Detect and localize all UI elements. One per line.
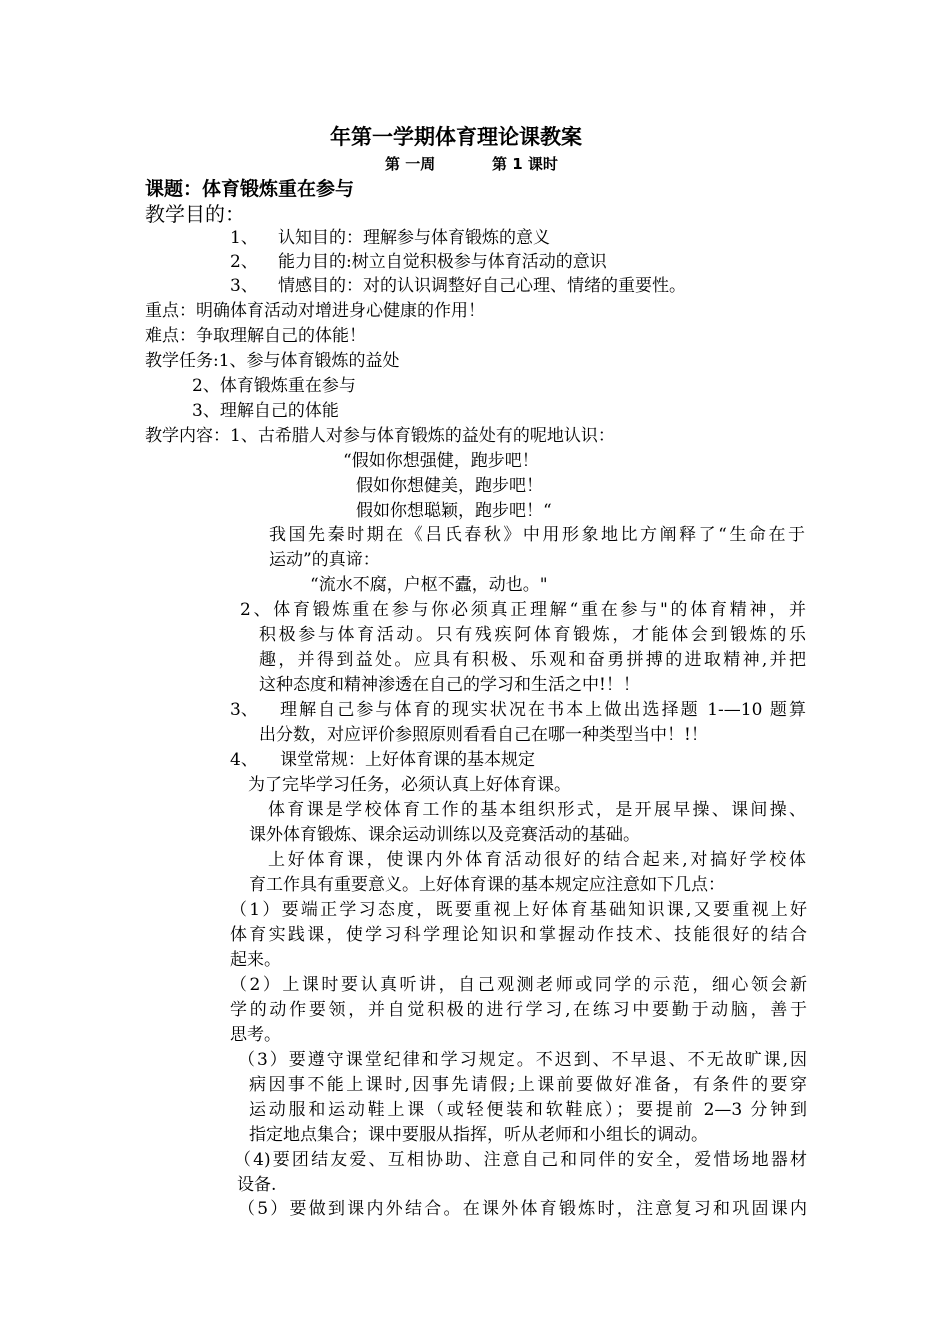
rule-line: （1）要端正学习态度，既要重视上好体育基础知识课,又要重视上好: [230, 900, 807, 920]
page-title: 年第一学期体育理论课教案: [330, 125, 582, 149]
difficulty-point: 难点：争取理解自己的体能！: [145, 326, 366, 346]
quote-line: 假如你想聪颖，跑步吧！“: [356, 501, 552, 521]
task-line: 教学任务:1、参与体育锻炼的益处: [145, 351, 400, 371]
paragraph-line: 我国先秦时期在《吕氏春秋》中用形象地比方阐释了“生命在于: [269, 525, 805, 545]
paragraph-line: 育工作具有重要意义。上好体育课的基本规定应注意如下几点：: [249, 875, 725, 895]
point-number: 3、: [230, 700, 258, 720]
objective-text: 情感目的：对的认识调整好自己心理、情绪的重要性。: [278, 276, 686, 296]
rule-line: （5）要做到课内外结合。在课外体育锻炼时，注意复习和巩固课内: [238, 1199, 807, 1219]
objective-number: 2、: [230, 252, 258, 272]
paragraph-line: 运动”的真谛：: [269, 550, 380, 570]
proverb: “流水不腐，户枢不蠹，动也。": [310, 575, 548, 595]
rule-line: （3）要遵守课堂纪律和学习规定。不迟到、不早退、不无故旷课,因: [238, 1050, 807, 1070]
quote-line: “假如你想强健，跑步吧！: [343, 451, 539, 471]
lesson-label: 第 1 课时: [492, 155, 558, 173]
key-point: 重点：明确体育活动对增进身心健康的作用！: [145, 301, 485, 321]
rule-line: 起来。: [230, 950, 281, 970]
paragraph-line: 为了完毕学习任务，必须认真上好体育课。: [248, 775, 571, 795]
paragraph-line: 这种态度和精神渗透在自己的学习和生活之中!！！: [259, 675, 640, 695]
objective-number: 1、: [230, 228, 258, 248]
paragraph-line: 积极参与体育活动。只有残疾阿体育锻炼，才能体会到锻炼的乐: [259, 625, 806, 645]
objectives-heading: 教学目的：: [145, 202, 245, 226]
rule-line: （2）上课时要认真听讲，自己观测老师或同学的示范，细心领会新: [230, 975, 807, 995]
paragraph-line: 出分数，对应评价参照原则看看自己在哪一种类型当中！!！: [259, 725, 708, 745]
task-line: 2、体育锻炼重在参与: [192, 376, 356, 396]
paragraph-line: 2、体育锻炼重在参与你必须真正理解“重在参与"的体育精神，并: [240, 600, 806, 620]
objective-text: 认知目的：理解参与体育锻炼的意义: [278, 228, 550, 248]
objective-number: 3、: [230, 276, 258, 296]
rule-line: 体育实践课，使学习科学理论知识和掌握动作技术、技能很好的结合: [230, 925, 807, 945]
rule-line: 思考。: [230, 1025, 281, 1045]
rule-line: 运动服和运动鞋上课（或轻便装和软鞋底）；要提前 2—3 分钟到: [249, 1100, 807, 1120]
point-number: 4、: [230, 750, 258, 770]
objective-text: 能力目的:树立自觉积极参与体育活动的意识: [278, 252, 607, 272]
paragraph-line: 课外体育锻炼、课余运动训练以及竞赛活动的基础。: [249, 825, 640, 845]
paragraph-line: 理解自己参与体育的现实状况在书本上做出选择题 1-—10 题算: [280, 700, 806, 720]
rule-line: （4)要团结友爱、互相协助、注意自己和同伴的安全，爱惜场地器材: [234, 1150, 807, 1170]
point-title: 课堂常规：上好体育课的基本规定: [280, 750, 535, 770]
rule-line: 设备.: [237, 1175, 277, 1195]
week-label: 第 一周: [385, 155, 436, 173]
task-line: 3、理解自己的体能: [192, 401, 339, 421]
content-intro: 教学内容：1、古希腊人对参与体育锻炼的益处有的呢地认识：: [145, 426, 615, 446]
quote-line: 假如你想健美，跑步吧！: [356, 476, 543, 496]
rule-line: 指定地点集合；课中要服从指挥，听从老师和小组长的调动。: [249, 1125, 708, 1145]
rule-line: 学的动作要领，并自觉积极的进行学习,在练习中要勤于动脑，善于: [230, 1000, 807, 1020]
lesson-topic: 课题：体育锻炼重在参与: [145, 178, 355, 200]
paragraph-line: 体育课是学校体育工作的基本组织形式，是开展早操、课间操、: [268, 800, 806, 820]
paragraph-line: 趣，并得到益处。应具有积极、乐观和奋勇拼搏的进取精神,并把: [259, 650, 806, 670]
rule-line: 病因事不能上课时,因事先请假;上课前要做好准备，有条件的要穿: [249, 1075, 807, 1095]
paragraph-line: 上好体育课，使课内外体育活动很好的结合起来,对搞好学校体: [268, 850, 806, 870]
